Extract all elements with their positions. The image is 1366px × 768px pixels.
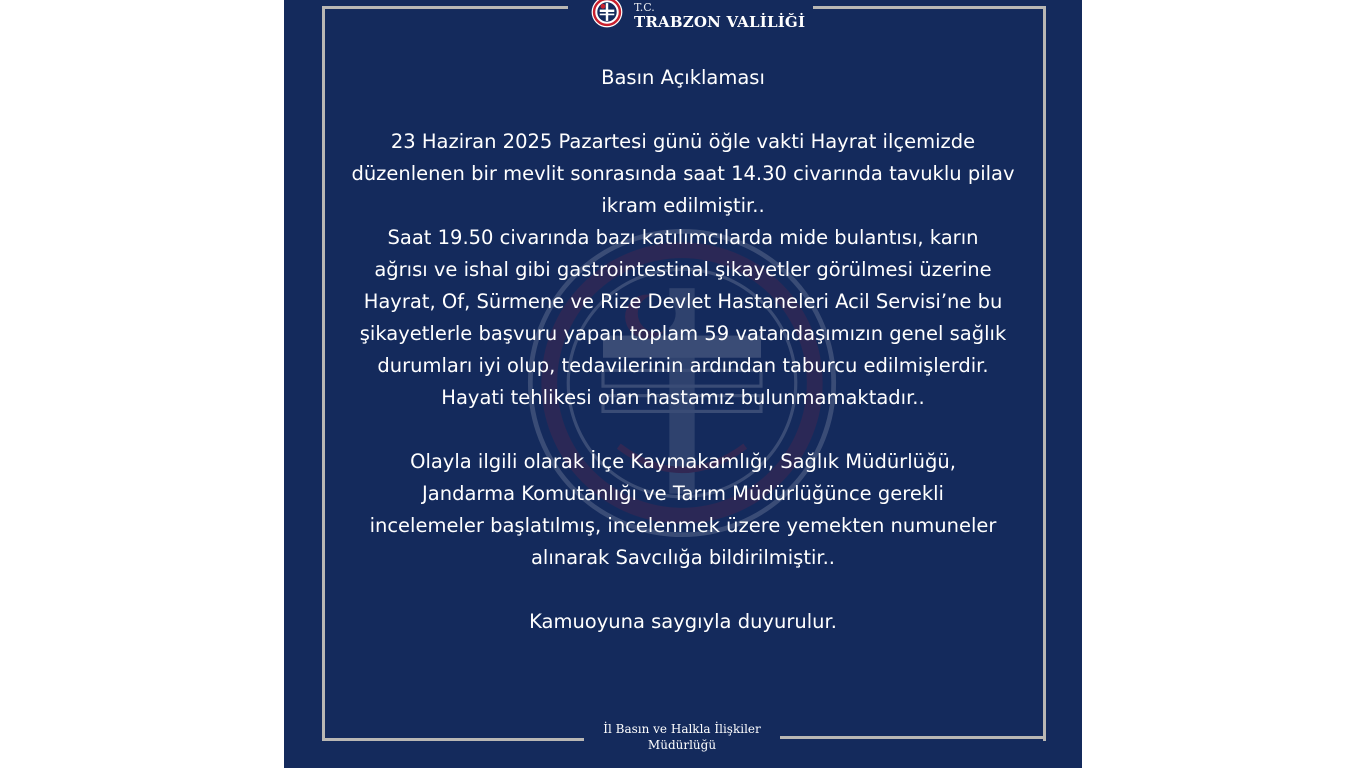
header-logo	[578, 0, 813, 32]
frame-top-left	[322, 6, 568, 9]
paragraph-3: Hayrat, Of, Sürmene ve Rize Devlet Hastaneleri Acil Servisi’ne bu şikayetlerle başvuru yapan toplam 59 vatandaşımızın genel sağlık durumları iyi olup, tedavilerinin ardından taburcu edilmişlerdir. Hayati tehlikesi olan hastamız bulunmamaktadır..	[359, 290, 1007, 409]
press-release-poster	[284, 0, 1082, 768]
press-release-body	[344, 62, 1022, 638]
paragraph-2: Saat 19.50 civarında bazı katılımcılarda mide bulantısı, karın ağrısı ve ishal gibi gastrointestinal şikayetler görülmesi üzerine	[374, 226, 992, 281]
header-title: TRABZON VALİLİĞİ	[634, 13, 806, 31]
frame-left	[322, 6, 325, 741]
frame-top-right	[796, 6, 1046, 9]
frame-bottom-right	[772, 736, 1046, 739]
closing-line: Kamuoyuna saygıyla duyurulur.	[529, 610, 837, 633]
header-subtitle: T.C.	[634, 1, 655, 14]
footer-department	[584, 721, 780, 753]
footer-line-1: İl Basın ve Halkla İlişkiler	[603, 722, 761, 736]
trabzon-emblem-icon	[586, 0, 628, 29]
frame-right	[1043, 6, 1046, 741]
press-release-title: Basın Açıklaması	[601, 66, 765, 89]
footer-line-2: Müdürlüğü	[647, 738, 717, 752]
paragraph-1: 23 Haziran 2025 Pazartesi günü öğle vakti Hayrat ilçemizde düzenlenen bir mevlit sonrasında saat 14.30 civarında tavuklu pilav ikram edilmiştir..	[351, 130, 1015, 217]
frame-bottom-left	[322, 738, 594, 741]
paragraph-4: Olayla ilgili olarak İlçe Kaymakamlığı, Sağlık Müdürlüğü, Jandarma Komutanlığı ve Tarım Müdürlüğünce gerekli incelemeler başlatılmış, incelenmek üzere yemekten numuneler alınarak Savcılığa bildirilmiştir..	[369, 450, 997, 569]
